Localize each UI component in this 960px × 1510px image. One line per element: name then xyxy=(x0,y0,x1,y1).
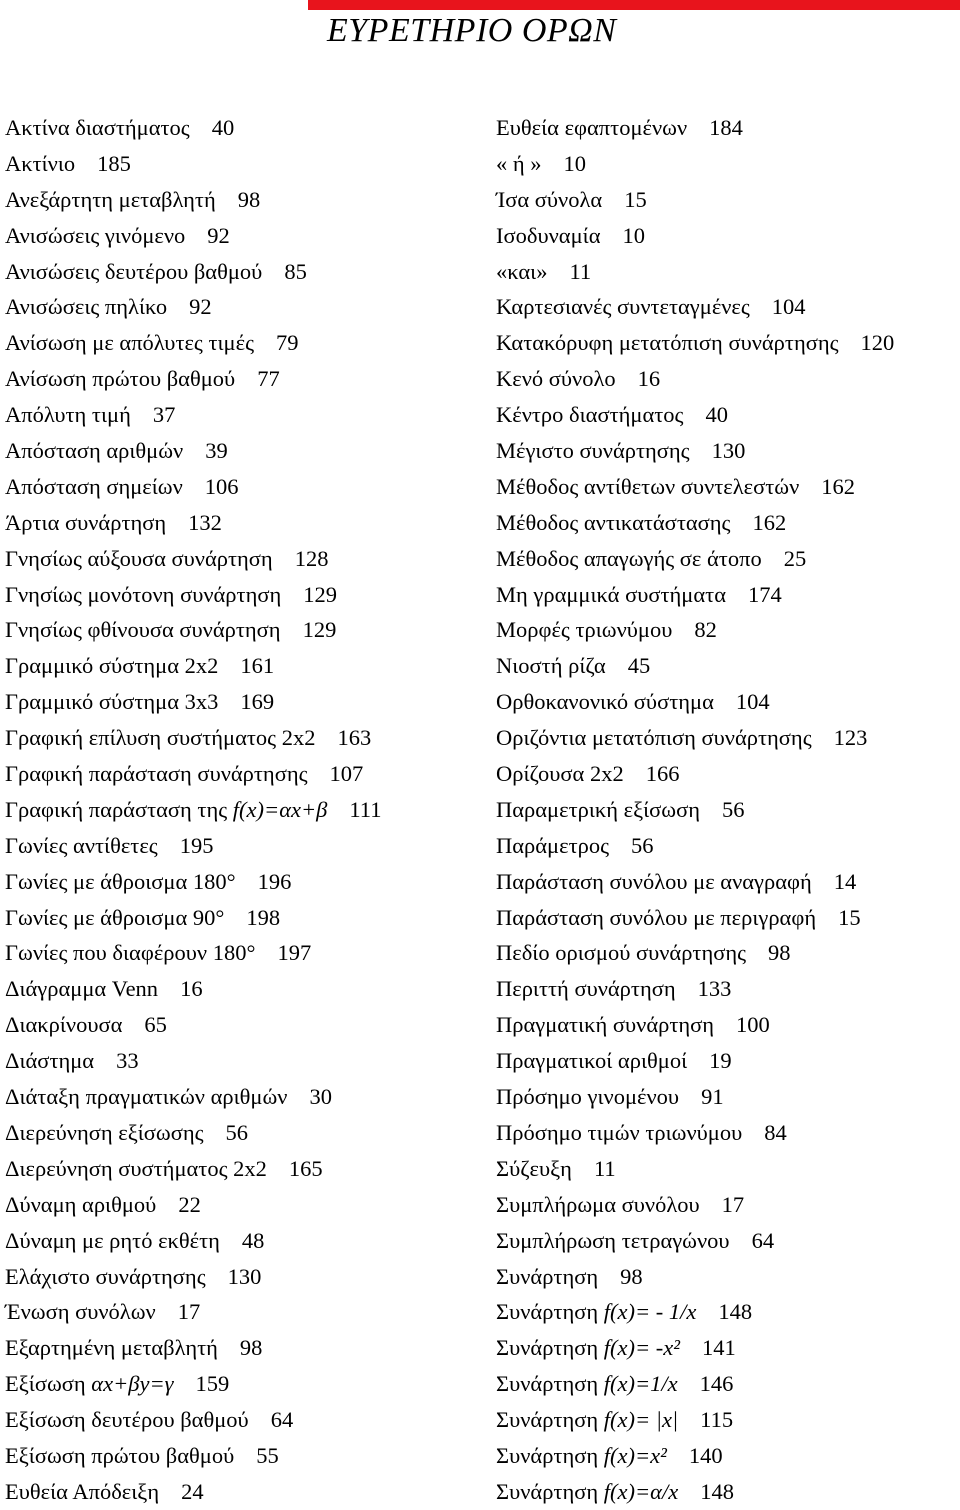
index-term: Συνάρτηση xyxy=(496,1299,599,1325)
index-entry xyxy=(5,505,485,541)
index-page-number: 10 xyxy=(622,222,645,248)
index-page-number: 33 xyxy=(116,1048,139,1074)
index-entry xyxy=(496,577,956,613)
index-page-number: 159 xyxy=(195,1371,230,1397)
index-term: Ακτίνα διαστήματος xyxy=(5,115,190,140)
index-entry xyxy=(496,1223,956,1259)
index-term: Μέθοδος αντίθετων συντελεστών xyxy=(496,473,800,499)
index-term: Ορίζουσα 2x2 xyxy=(496,761,624,787)
index-page-number: 120 xyxy=(860,330,895,356)
index-entry xyxy=(496,110,956,146)
index-term: Άρτια συνάρτηση xyxy=(5,509,167,535)
index-entry xyxy=(496,756,956,792)
index-page-number: 115 xyxy=(700,1407,734,1433)
index-page-number: 55 xyxy=(256,1442,279,1468)
index-page-number: 11 xyxy=(569,258,592,284)
index-term: Εξίσωση δευτέρου βαθμού xyxy=(5,1407,249,1433)
index-term: Διακρίνουσα xyxy=(5,1012,123,1038)
index-page-number: 14 xyxy=(833,868,857,894)
index-page-number: 98 xyxy=(620,1263,643,1289)
index-formula: f(x)= |x| xyxy=(603,1407,679,1433)
index-page-number: 15 xyxy=(624,186,647,212)
index-page-number: 92 xyxy=(189,294,212,320)
index-entry xyxy=(5,1043,485,1079)
index-page-number: 162 xyxy=(752,509,787,535)
index-term: Εξίσωση xyxy=(5,1371,86,1397)
index-entry xyxy=(496,1187,956,1223)
index-term: Περιττή συνάρτηση xyxy=(496,976,676,1002)
index-page-number: 100 xyxy=(736,1012,770,1038)
index-page-number: 184 xyxy=(709,115,743,140)
index-entry xyxy=(5,1007,485,1043)
index-page-number: 107 xyxy=(329,761,364,787)
index-page-number: 65 xyxy=(144,1012,167,1038)
index-page-number: 17 xyxy=(177,1299,201,1325)
index-page-number: 98 xyxy=(239,1335,263,1361)
index-entry xyxy=(496,1007,956,1043)
index-page-number: 77 xyxy=(257,366,280,392)
index-entry xyxy=(5,648,485,684)
index-term: Διερεύνηση εξίσωσης xyxy=(5,1119,204,1145)
index-page-number: 174 xyxy=(747,581,782,607)
index-entry xyxy=(496,720,956,756)
index-page-number: 128 xyxy=(294,545,329,571)
index-term: Γραφική παράσταση της xyxy=(5,796,228,822)
index-page-number: 91 xyxy=(701,1084,724,1110)
index-term: Γωνίες αντίθετες xyxy=(5,832,158,858)
index-entry xyxy=(5,433,485,469)
index-term: Κέντρο διαστήματος xyxy=(496,402,684,428)
index-term: Ακτίνιο xyxy=(5,150,76,176)
index-term: Διάστημα xyxy=(5,1048,95,1074)
index-page-number: 64 xyxy=(270,1407,294,1433)
index-page-number: 148 xyxy=(700,1478,734,1504)
index-page-number: 40 xyxy=(705,402,728,428)
index-entry xyxy=(5,792,485,828)
index-page-number: 24 xyxy=(181,1478,204,1504)
index-entry xyxy=(5,900,485,936)
index-page-number: 98 xyxy=(237,186,261,212)
index-entry xyxy=(5,828,485,864)
index-page-number: 17 xyxy=(721,1191,745,1217)
index-entry xyxy=(496,218,956,254)
index-page-number: 82 xyxy=(694,617,717,643)
index-entry xyxy=(5,864,485,900)
index-page-number: 25 xyxy=(783,545,807,571)
index-page-number: 161 xyxy=(240,653,275,679)
index-term: Απόλυτη τιμή xyxy=(5,402,131,428)
index-term: Συνάρτηση xyxy=(496,1407,599,1433)
index-term: Ελάχιστο συνάρτησης xyxy=(5,1263,206,1289)
index-page-number: 195 xyxy=(179,832,214,858)
index-page-number: 56 xyxy=(225,1119,249,1145)
index-term: Συνάρτηση xyxy=(496,1263,599,1289)
index-entry xyxy=(496,289,956,325)
index-entry xyxy=(5,110,485,146)
index-entry xyxy=(496,1043,956,1079)
index-term: Μέθοδος αντικατάστασης xyxy=(496,509,731,535)
index-entry xyxy=(496,1366,956,1402)
index-entry xyxy=(5,720,485,756)
index-term: Δύναμη αριθμού xyxy=(5,1191,157,1217)
index-page-number: 129 xyxy=(303,581,337,607)
index-page-number: 162 xyxy=(821,473,855,499)
index-term: Ίσα σύνολα xyxy=(496,186,603,212)
index-formula: f(x)=1/x xyxy=(603,1371,678,1397)
index-entry xyxy=(5,1259,485,1295)
index-entry xyxy=(496,1079,956,1115)
index-page-number: 123 xyxy=(833,725,868,751)
index-term: Πραγματική συνάρτηση xyxy=(496,1012,715,1038)
index-page-number: 11 xyxy=(593,1155,616,1181)
index-term: Εξίσωση πρώτου βαθμού xyxy=(5,1442,235,1468)
index-page-number: 169 xyxy=(240,689,275,715)
index-entry xyxy=(5,612,485,648)
index-term: Ευθεία εφαπτομένων xyxy=(496,115,688,140)
index-page-number: 48 xyxy=(241,1227,265,1253)
index-entry xyxy=(496,1438,956,1474)
index-entry xyxy=(5,325,485,361)
index-term: Ανίσωση με απόλυτες τιμές xyxy=(5,330,254,356)
index-entry xyxy=(496,505,956,541)
index-entry xyxy=(5,1366,485,1402)
index-term: Γωνίες με άθροισμα 180° xyxy=(5,868,236,894)
index-term: Ευθεία Απόδειξη xyxy=(5,1478,160,1504)
index-entry xyxy=(5,289,485,325)
index-entry xyxy=(496,971,956,1007)
index-entry xyxy=(496,146,956,182)
index-entry xyxy=(5,1223,485,1259)
index-term: Παραμετρική εξίσωση xyxy=(496,796,700,822)
index-page-number: 16 xyxy=(637,366,661,392)
index-entry xyxy=(496,1402,956,1438)
index-page-number: 146 xyxy=(699,1371,734,1397)
index-page-number: 15 xyxy=(838,904,861,930)
index-page-number: 56 xyxy=(721,796,745,822)
index-entry xyxy=(5,1474,485,1510)
index-entry xyxy=(5,1151,485,1187)
index-page-number: 198 xyxy=(246,904,281,930)
index-entry xyxy=(5,541,485,577)
index-page-number: 104 xyxy=(735,689,770,715)
index-term: Ένωση συνόλων xyxy=(5,1299,156,1325)
index-page-number: 104 xyxy=(771,294,806,320)
index-entry xyxy=(496,469,956,505)
index-page-number: 22 xyxy=(178,1191,201,1217)
index-page-number: 106 xyxy=(204,473,239,499)
index-term: Πρόσημο γινομένου xyxy=(496,1084,680,1110)
index-entry xyxy=(496,433,956,469)
index-page-number: 196 xyxy=(257,868,292,894)
index-formula: f(x)=x² xyxy=(603,1442,667,1468)
index-entry xyxy=(5,1438,485,1474)
index-entry xyxy=(496,541,956,577)
index-entry xyxy=(496,1115,956,1151)
index-term: «και» xyxy=(496,258,548,284)
index-term: Κατακόρυφη μετατόπιση συνάρτησης xyxy=(496,330,839,356)
index-term: Γραμμικό σύστημα 3x3 xyxy=(5,689,219,715)
index-term: Γραμμικό σύστημα 2x2 xyxy=(5,653,219,679)
index-term: Νιοστή ρίζα xyxy=(496,653,606,679)
index-term: Πρόσημο τιμών τριωνύμου xyxy=(496,1119,743,1145)
index-entry xyxy=(496,864,956,900)
index-entry xyxy=(5,469,485,505)
index-page-number: 166 xyxy=(645,761,680,787)
index-page-number: 40 xyxy=(211,115,235,140)
index-term: Δύναμη με ρητό εκθέτη xyxy=(5,1227,220,1253)
index-term: Συμπλήρωση τετραγώνου xyxy=(496,1227,730,1253)
page-title: ΕΥΡΕΤΗΡΙΟ ΟΡΩΝ xyxy=(327,12,617,49)
index-term: Παράσταση συνόλου με αναγραφή xyxy=(496,868,812,894)
page-header xyxy=(0,0,960,62)
index-entry xyxy=(5,577,485,613)
index-term: Συνάρτηση xyxy=(496,1335,599,1361)
index-term: Συνάρτηση xyxy=(496,1478,599,1504)
index-term: Διάταξη πραγματικών αριθμών xyxy=(5,1084,288,1110)
index-term: Γωνίες που διαφέρουν 180° xyxy=(5,940,256,966)
index-term: Ανίσωση πρώτου βαθμού xyxy=(5,366,236,392)
index-page-number: 148 xyxy=(718,1299,753,1325)
index-term: Μη γραμμικά συστήματα xyxy=(496,581,726,607)
index-page-number: 111 xyxy=(349,796,382,822)
index-entry xyxy=(5,971,485,1007)
index-entry xyxy=(496,1259,956,1295)
index-entry xyxy=(496,397,956,433)
index-page-number: 19 xyxy=(709,1048,732,1074)
index-term: « ή » xyxy=(496,150,542,176)
index-entry xyxy=(5,218,485,254)
index-page-number: 98 xyxy=(768,940,791,966)
index-entry xyxy=(496,900,956,936)
index-term: Οριζόντια μετατόπιση συνάρτησης xyxy=(496,725,812,751)
index-entry xyxy=(496,325,956,361)
index-term: Παράμετρος xyxy=(496,832,609,858)
index-page-number: 85 xyxy=(284,258,307,284)
index-page-number: 133 xyxy=(697,976,732,1002)
index-term: Διερεύνηση συστήματος 2x2 xyxy=(5,1155,267,1181)
index-page-number: 92 xyxy=(207,222,230,248)
index-column-left xyxy=(5,110,485,1510)
index-page-number: 130 xyxy=(227,1263,262,1289)
index-formula: f(x)= - 1/x xyxy=(603,1299,697,1325)
index-term: Ισοδυναμία xyxy=(496,222,601,248)
red-header-rule xyxy=(308,0,960,10)
index-page-number: 64 xyxy=(751,1227,775,1253)
index-entry xyxy=(496,1474,956,1510)
index-term: Πραγματικοί αριθμοί xyxy=(496,1048,688,1074)
index-page-number: 37 xyxy=(152,402,176,428)
index-formula: f(x)=αx+β xyxy=(232,796,328,822)
index-page-number: 56 xyxy=(631,832,654,858)
index-page-number: 30 xyxy=(309,1084,332,1110)
index-formula: αx+βy=γ xyxy=(91,1371,174,1397)
index-page-number: 185 xyxy=(97,150,131,176)
index-entry xyxy=(5,1402,485,1438)
index-entry xyxy=(5,684,485,720)
index-page-number: 140 xyxy=(688,1442,723,1468)
index-term: Γνησίως μονότονη συνάρτηση xyxy=(5,581,282,607)
index-entry xyxy=(5,182,485,218)
index-term: Γωνίες με άθροισμα 90° xyxy=(5,904,225,930)
index-entry xyxy=(496,935,956,971)
index-term: Απόσταση αριθμών xyxy=(5,438,184,464)
index-entry xyxy=(5,1187,485,1223)
index-term: Ανισώσεις πηλίκο xyxy=(5,294,168,320)
index-term: Γραφική επίλυση συστήματος 2x2 xyxy=(5,725,316,751)
index-term: Γνησίως φθίνουσα συνάρτηση xyxy=(5,617,281,643)
index-entry xyxy=(496,792,956,828)
index-entry xyxy=(5,1115,485,1151)
index-entry xyxy=(496,254,956,290)
index-page-number: 165 xyxy=(288,1155,323,1181)
index-page-number: 197 xyxy=(277,940,312,966)
index-page-number: 130 xyxy=(711,438,746,464)
index-page-number: 129 xyxy=(302,617,337,643)
index-formula: f(x)=α/x xyxy=(603,1478,679,1504)
index-page-number: 10 xyxy=(563,150,587,176)
index-term: Πεδίο ορισμού συνάρτησης xyxy=(496,940,747,966)
index-column-right xyxy=(496,110,956,1510)
index-term: Μέθοδος απαγωγής σε άτοπο xyxy=(496,545,762,571)
index-page-number: 132 xyxy=(188,509,222,535)
index-entry xyxy=(5,1294,485,1330)
index-entry xyxy=(5,254,485,290)
index-term: Καρτεσιανές συντεταγμένες xyxy=(496,294,750,320)
index-page-number: 163 xyxy=(337,725,372,751)
index-term: Γραφική παράσταση συνάρτησης xyxy=(5,761,308,787)
index-page-number: 141 xyxy=(702,1335,736,1361)
index-term: Παράσταση συνόλου με περιγραφή xyxy=(496,904,817,930)
index-entry xyxy=(496,684,956,720)
index-entry xyxy=(496,648,956,684)
index-entry xyxy=(496,612,956,648)
index-entry xyxy=(5,146,485,182)
index-term: Γνησίως αύξουσα συνάρτηση xyxy=(5,545,273,571)
index-entry xyxy=(496,1330,956,1366)
index-entry xyxy=(496,1294,956,1330)
index-term: Μέγιστο συνάρτησης xyxy=(496,438,690,464)
index-formula: f(x)= -x² xyxy=(603,1335,681,1361)
index-term: Διάγραμμα Venn xyxy=(5,976,159,1002)
index-entry xyxy=(496,828,956,864)
index-term: Ανεξάρτητη μεταβλητή xyxy=(5,186,216,212)
index-page-number: 39 xyxy=(205,438,228,464)
index-entry xyxy=(5,1330,485,1366)
index-entry xyxy=(5,756,485,792)
index-entry xyxy=(5,397,485,433)
index-entry xyxy=(496,182,956,218)
index-term: Συνάρτηση xyxy=(496,1371,599,1397)
index-term: Κενό σύνολο xyxy=(496,366,616,392)
index-term: Συνάρτηση xyxy=(496,1442,599,1468)
index-entry xyxy=(496,361,956,397)
index-page-number: 84 xyxy=(764,1119,787,1145)
index-term: Μορφές τριωνύμου xyxy=(496,617,673,643)
index-page-number: 45 xyxy=(627,653,651,679)
index-term: Ανισώσεις γινόμενο xyxy=(5,222,186,248)
index-entry xyxy=(5,361,485,397)
index-entry xyxy=(5,935,485,971)
index-term: Σύζευξη xyxy=(496,1155,572,1181)
index-entry xyxy=(5,1079,485,1115)
index-term: Ορθοκανονικό σύστημα xyxy=(496,689,714,715)
index-page-number: 79 xyxy=(275,330,299,356)
index-entry xyxy=(496,1151,956,1187)
index-term: Απόσταση σημείων xyxy=(5,473,183,499)
index-term: Ανισώσεις δευτέρου βαθμού xyxy=(5,258,263,284)
index-term: Εξαρτημένη μεταβλητή xyxy=(5,1335,218,1361)
index-term: Συμπλήρωμα συνόλου xyxy=(496,1191,700,1217)
index-page-number: 16 xyxy=(180,976,203,1002)
